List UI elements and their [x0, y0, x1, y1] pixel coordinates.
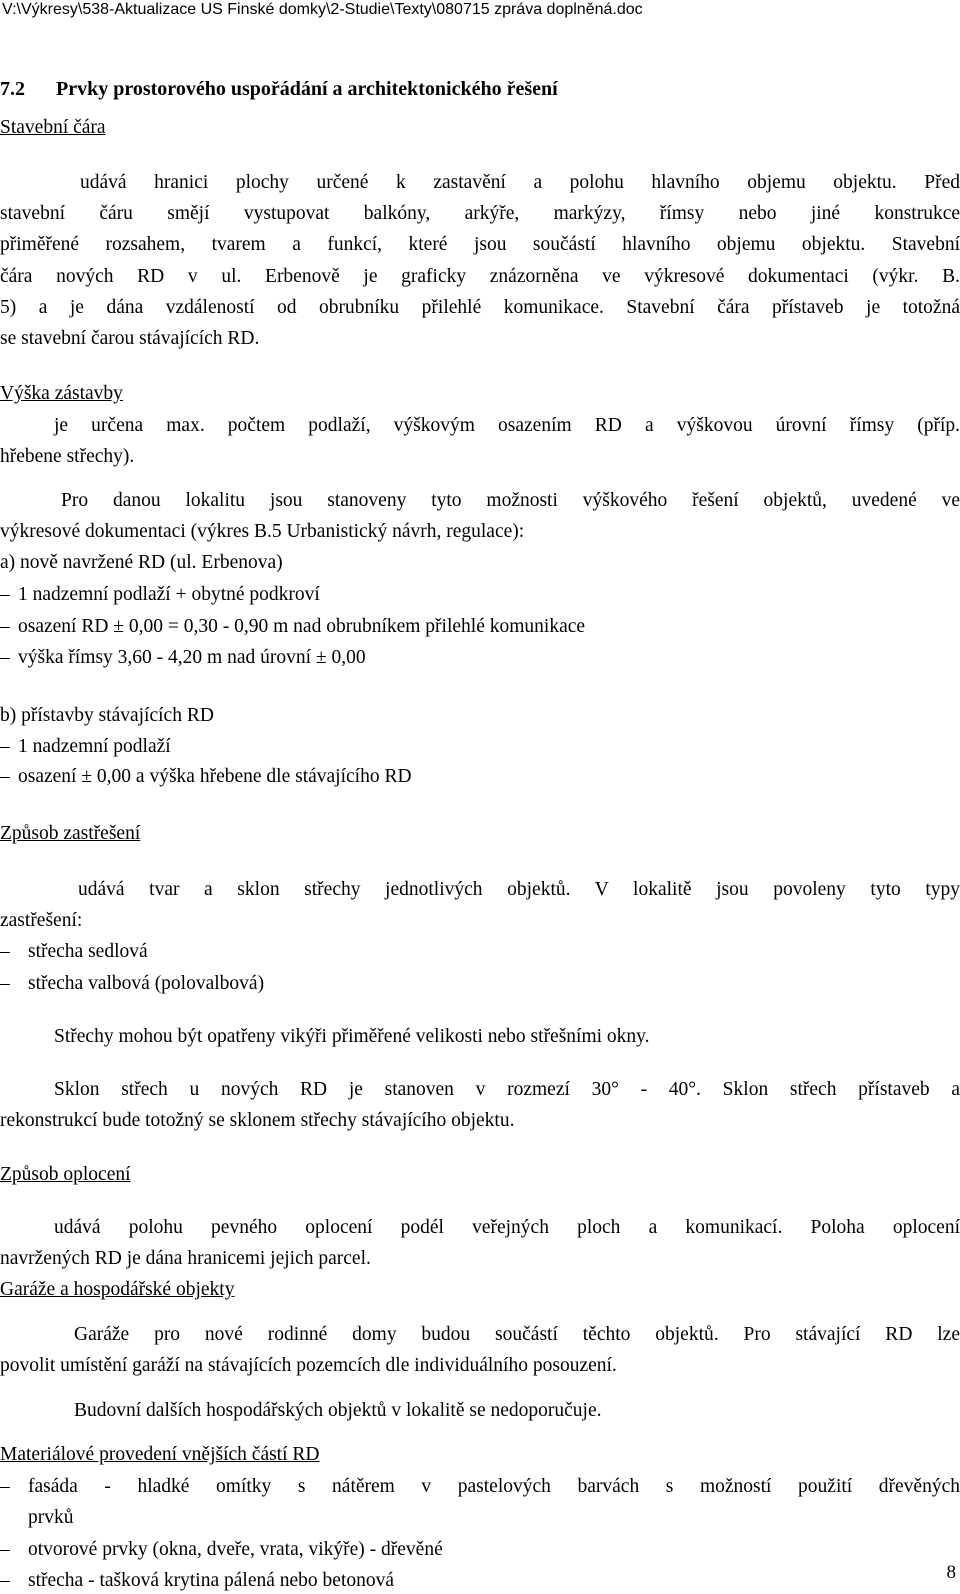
paragraph-line: stavební čáru smějí vystupovat balkóny, arkýře, markýzy, římsy nebo jiné konstrukce: [0, 203, 960, 224]
list-item-text: fasáda - hladké omítky s nátěrem v pastelových barvách s možností použití dřevěných: [28, 1476, 960, 1497]
dash-marker: –: [0, 1539, 10, 1560]
dash-marker: –: [0, 647, 10, 668]
dash-marker: –: [0, 1570, 10, 1591]
list-item: [0, 764, 412, 790]
paragraph-line: Budovní dalších hospodářských objektů v lokalitě se nedoporučuje.: [74, 1400, 602, 1421]
paragraph-line: udává hranici plochy určené k zastavění a polohu hlavního objemu objektu. Před: [80, 172, 960, 193]
paragraph-line: povolit umístění garáží na stávajících pozemcích dle individuálního posouzení.: [0, 1355, 617, 1376]
subheading-garaze: Garáže a hospodářské objekty: [0, 1279, 235, 1300]
list-item-text: střecha valbová (polovalbová): [28, 973, 265, 994]
paragraph-line: Pro danou lokalitu jsou stanoveny tyto možnosti výškového řešení objektů, uvedené ve: [61, 490, 960, 511]
page-number: 8: [946, 1562, 956, 1583]
subheading-material: Materiálové provedení vnějších částí RD: [0, 1444, 320, 1465]
paragraph-line: hřebene střechy).: [0, 446, 135, 467]
list-item-text: otvorové prvky (okna, dveře, vrata, vikýře) - dřevěné: [28, 1539, 443, 1560]
dash-marker: –: [0, 584, 10, 605]
list-item: [0, 645, 366, 671]
paragraph-line: navržených RD je dána hranicemi jejich parcel.: [0, 1248, 371, 1269]
list-item-text: střecha - tašková krytina pálená nebo betonová: [28, 1570, 395, 1591]
paragraph-line: 5) a je dána vzdáleností od obrubníku přilehlé komunikace. Stavební čára přístaveb je totožná: [0, 297, 960, 318]
paragraph-line: Garáže pro nové rodinné domy budou součástí těchto objektů. Pro stávající RD lze: [74, 1324, 960, 1345]
list-item-text: 1 nadzemní podlaží: [18, 736, 171, 757]
list-item-text: osazení RD ± 0,00 = 0,30 - 0,90 m nad obrubníkem přilehlé komunikace: [18, 616, 586, 637]
list-item-text: výška římsy 3,60 - 4,20 m nad úrovní ± 0,00: [18, 647, 366, 668]
paragraph-line: výkresové dokumentaci (výkres B.5 Urbanistický návrh, regulace):: [0, 521, 525, 542]
list-item-text: střecha sedlová: [28, 941, 148, 962]
dash-marker: –: [0, 616, 10, 637]
paragraph-line: zastřešení:: [0, 910, 83, 931]
list-title-b: b) přístavby stávajících RD: [0, 705, 214, 726]
dash-marker: –: [0, 1476, 10, 1497]
list-title-a: a) nově navržené RD (ul. Erbenova): [0, 552, 283, 573]
list-item: [0, 734, 171, 760]
paragraph-line: se stavební čarou stávajících RD.: [0, 328, 260, 349]
list-item-text: osazení ± 0,00 a výška hřebene dle stávajícího RD: [18, 766, 412, 787]
paragraph-line: Střechy mohou být opatřeny vikýři přiměřené velikosti nebo střešními okny.: [54, 1026, 650, 1047]
dash-marker: –: [0, 941, 10, 962]
paragraph-line: čára nových RD v ul. Erbenově je graficky znázorněna ve výkresové dokumentaci (výkr. B.: [0, 266, 960, 287]
subheading-vyska-zastavby: Výška zástavby: [0, 383, 123, 404]
paragraph-line: přiměřené rozsahem, tvarem a funkcí, které jsou součástí hlavního objemu objektu. Stavební: [0, 234, 960, 255]
list-item: [0, 1568, 394, 1594]
list-item-text: prvků: [28, 1507, 74, 1528]
section-number: 7.2: [0, 78, 25, 100]
paragraph-line: Sklon střech u nových RD je stanoven v rozmezí 30° - 40°. Sklon střech přístaveb a: [54, 1079, 960, 1100]
dash-marker: –: [0, 736, 10, 757]
dash-marker: –: [0, 973, 10, 994]
list-item: [0, 939, 148, 965]
list-item-text: 1 nadzemní podlaží + obytné podkroví: [18, 584, 320, 605]
paragraph-line: udává tvar a sklon střechy jednotlivých objektů. V lokalitě jsou povoleny tyto typy: [78, 879, 960, 900]
paragraph-line: udává polohu pevného oplocení podél veřejných ploch a komunikací. Poloha oplocení: [54, 1217, 960, 1238]
section-title: Prvky prostorového uspořádání a architektonického řešení: [56, 78, 558, 100]
subheading-oploceni: Způsob oplocení: [0, 1164, 131, 1185]
subheading-zastreseni: Způsob zastřešení: [0, 823, 141, 844]
paragraph-line: rekonstrukcí bude totožný se sklonem střechy stávajícího objektu.: [0, 1110, 515, 1131]
list-item: [0, 1537, 443, 1563]
list-item: [0, 971, 264, 997]
list-item: [0, 614, 585, 640]
file-path-header: V:\Výkresy\538-Aktualizace US Finské domky\2-Studie\Texty\080715 zpráva doplněná.doc: [2, 1, 643, 18]
subheading-stavebni-cara: Stavební čára: [0, 117, 106, 138]
paragraph-line: je určena max. počtem podlaží, výškovým osazením RD a výškovou úrovní římsy (příp.: [54, 415, 960, 436]
list-item: [0, 582, 320, 608]
dash-marker: –: [0, 766, 10, 787]
section-heading: [0, 75, 558, 103]
